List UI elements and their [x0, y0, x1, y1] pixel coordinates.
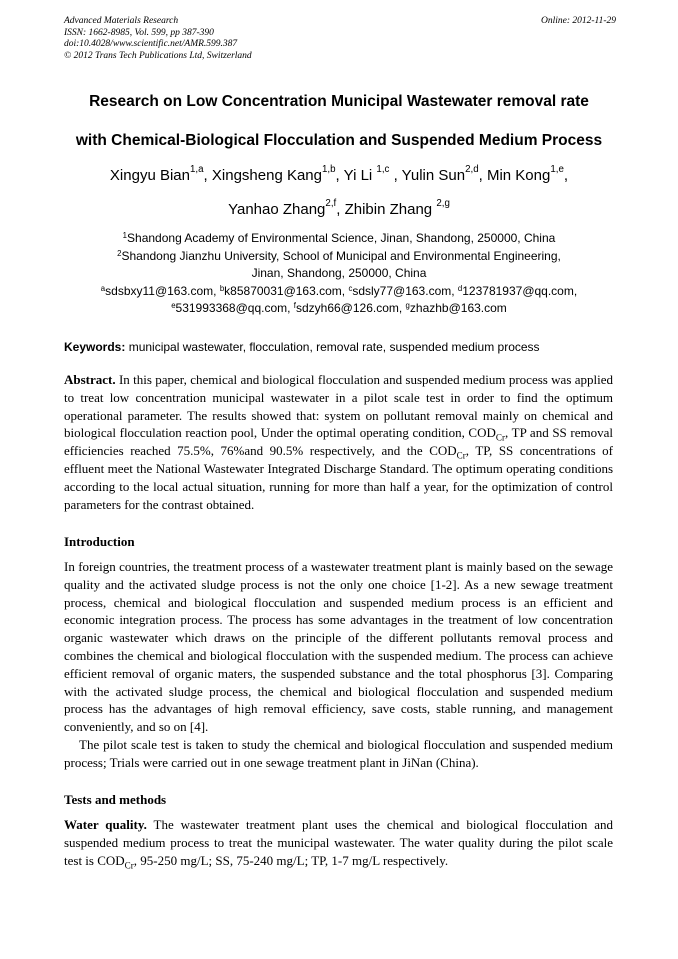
- email-line-2: $^e$531993368@qq.com, $^f$sdzyh66@126.com, $^g$zhazhb@163.com: [171, 301, 507, 315]
- author-separator: ,: [336, 201, 345, 218]
- keywords: [64, 340, 624, 354]
- abstract: Abstract. In this paper, chemical and biological flocculation and suspended medium process was applied to treat low concentration municipal wastewater in a pilot scale test in order to find the optimum operational parameter. The results showed that: system on pollutant removal mainly on chemical and biological flocculation reaction pool, Under the optimal operating condition, $COD_{Cr}$, TP and SS removal efficiencies reached 75.5%, 76%and 90.5% respectively, and the $COD_{Cr}$, TP, SS concentrations of effluent meet the National Wastewater Integrated Discharge Standard. The optimum operating conditions according to the local actual situation, running for more than half a year, for the optimization of control parameters for the contrast obtained.: [64, 372, 614, 512]
- section-heading-introduction: Introduction: [64, 534, 135, 549]
- author-affiliation-mark: 1,b: [321, 164, 336, 175]
- affiliation-2-continued: Jinan, Shandong, 250000, China: [251, 266, 427, 280]
- email-address: 123781937@qq.com,: [462, 283, 578, 298]
- email-address: sdsly77@163.com,: [352, 283, 458, 298]
- author-affiliation-mark: 1,a: [189, 164, 204, 175]
- affiliation-mark: 1: [122, 231, 128, 240]
- email-address: 531993368@qq.com,: [175, 301, 294, 315]
- author-name: Xingsheng Kang: [211, 167, 322, 184]
- author-name: Yi Li: [343, 167, 377, 184]
- author-separator: ,: [203, 167, 212, 184]
- author-list-line-2: [30, 198, 648, 218]
- journal-issn: ISSN: 1662-8985, Vol. 599, pp 387-390: [64, 27, 214, 38]
- affiliation-mark: 2: [117, 248, 122, 258]
- author-affiliation-mark: 2,d: [465, 164, 479, 175]
- affiliations: [40, 230, 638, 318]
- email-address: k85870031@163.com,: [224, 283, 349, 298]
- keywords-text: municipal wastewater, flocculation, removal rate, suspended medium process: [125, 340, 540, 354]
- author-name: Zhibin Zhang: [344, 201, 437, 218]
- email-address: zhazhb@163.com: [409, 301, 507, 315]
- author-affiliation-mark: 2,g: [436, 198, 450, 209]
- journal-doi: doi:10.4028/www.scientific.net/AMR.599.387: [64, 39, 238, 49]
- author-name: Yulin Sun: [401, 167, 466, 184]
- journal-header: [64, 16, 616, 62]
- author-affiliation-mark: 1,e: [550, 164, 564, 175]
- keywords-label: Keywords:: [64, 340, 126, 354]
- affiliation-2: $^2$Shandong Jianzhu University, School of Municipal and Environmental Engineering,: [117, 248, 561, 263]
- author-list-line-1: [30, 164, 648, 184]
- abstract-label: Abstract.: [64, 372, 116, 387]
- author-name: Xingyu Bian: [109, 167, 190, 184]
- email-address: sdsbxy11@163.com,: [105, 283, 220, 298]
- author-name: Yanhao Zhang: [228, 201, 326, 218]
- paragraph: The pilot scale test is taken to study the chemical and biological flocculation and suspended medium process; Trials were carried out in one sewage treatment plant in JiNan (China).: [64, 736, 613, 770]
- water-quality-label: Water quality.: [64, 817, 147, 832]
- paper-title-line-2: with Chemical-Biological Flocculation and Suspended Medium Process: [75, 132, 603, 149]
- author-separator: ,: [389, 167, 402, 184]
- journal-name: Advanced Materials Research: [64, 16, 179, 26]
- water-quality-paragraph: Water quality. The wastewater treatment plant uses the chemical and biological flocculation and suspended medium process to treat the municipal wastewater. The water quality during the pilot scale test is $COD_{Cr}$, 95-250 mg/L; SS, 75-240 mg/L; TP, 1-7 mg/L respectively.: [64, 817, 613, 871]
- introduction-body: [64, 558, 613, 772]
- email-line-1: $^a$sdsbxy11@163.com, $^b$k85870031@163.com, $^c$sdsly77@163.com, $^d$123781937@qq.com,: [100, 283, 578, 298]
- affiliation-1: $^1$Shandong Academy of Environmental Science, Jinan, Shandong, 250000, China: [122, 231, 556, 245]
- author-name: Min Kong: [486, 167, 551, 184]
- author-separator: ,: [335, 167, 344, 184]
- journal-copyright: © 2012 Trans Tech Publications Ltd, Switzerland: [64, 50, 252, 61]
- paper-title-line-1: Research on Low Concentration Municipal Wastewater removal rate: [89, 93, 589, 110]
- section-heading-tests-and-methods: Tests and methods: [64, 792, 167, 807]
- author-affiliation-mark: 2,f: [325, 198, 337, 209]
- paragraph: In foreign countries, the treatment process of a wastewater treatment plant is mainly based on the sewage quality and the activated sludge process is not the only one choice [1-2]. As a new sewage treatment process, chemical and biological flocculation and suspended medium process is an efficient and economic integration process. The process has some advantages in the treatment of low concentration organic wastewater which draws on the principle of the different pollutants removal process and combines the chemical and biological flocculation with the suspended medium. The process can achieve efficient removal of organic maters, the suspended substance and the total phosphorus [3]. Comparing with the activated sludge process, the chemical and biological flocculation and suspended medium process has the advantages of high removal efficiency, save costs, stable running, and management conveniently, and so on [4].: [64, 559, 613, 735]
- author-separator: ,: [478, 167, 487, 184]
- online-date: Online: 2012-11-29: [540, 16, 616, 26]
- email-address: sdzyh66@126.com,: [295, 301, 406, 315]
- author-affiliation-mark: 1,c: [376, 164, 390, 175]
- author-separator: ,: [563, 167, 569, 184]
